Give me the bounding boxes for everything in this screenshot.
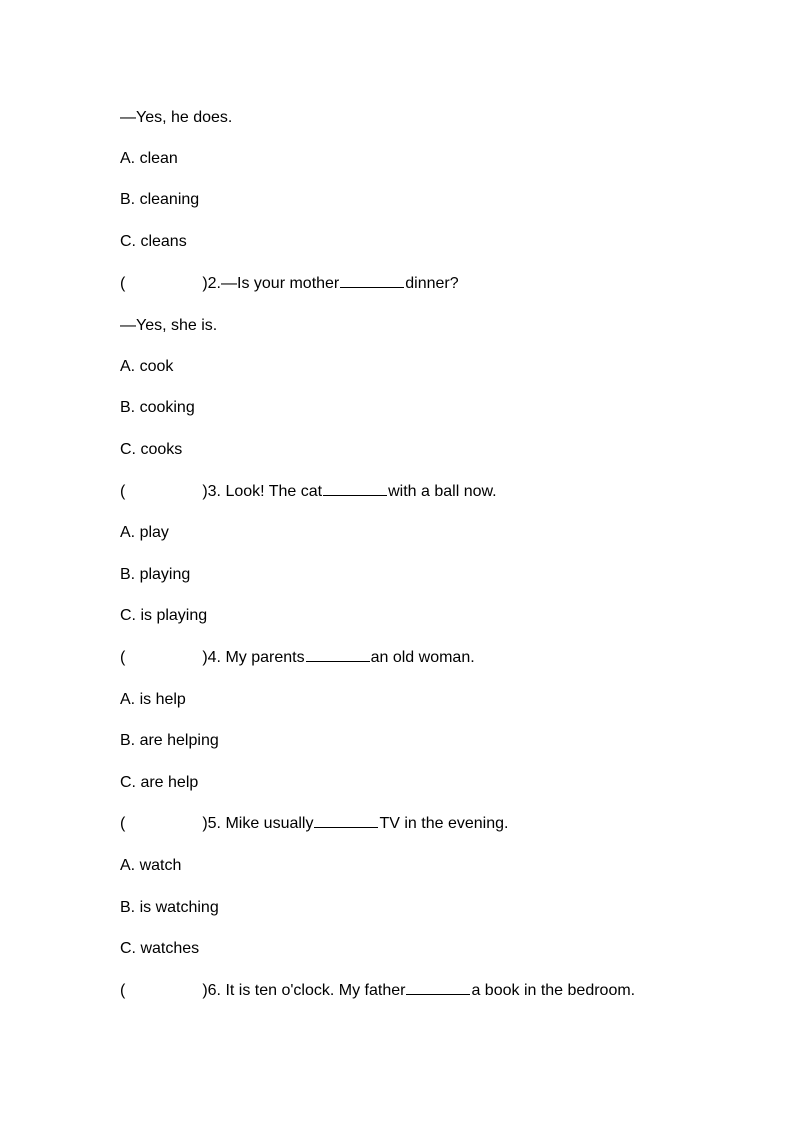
question-text: 4. My parents xyxy=(207,649,305,666)
answer-paren-open: ( xyxy=(120,982,126,999)
answer-option: A. watch xyxy=(120,857,182,874)
answer-paren-close: ) xyxy=(202,982,208,999)
answer-option: A. play xyxy=(120,524,169,541)
question-text-end: dinner? xyxy=(405,275,459,292)
question-line xyxy=(120,813,508,835)
answer-paren-close: ) xyxy=(202,483,208,500)
fill-in-blank xyxy=(340,273,404,288)
answer-option: C. watches xyxy=(120,940,200,957)
question-text-end: with a ball now. xyxy=(388,483,497,500)
answer-option: B. are helping xyxy=(120,732,219,749)
question-text-end: a book in the bedroom. xyxy=(471,982,636,999)
answer-option: C. is playing xyxy=(120,607,208,624)
question-text-end: an old woman. xyxy=(370,649,475,666)
fill-in-blank xyxy=(306,647,370,662)
answer-option: B. cleaning xyxy=(120,191,200,208)
answer-option: A. is help xyxy=(120,691,186,708)
answer-option: A. cook xyxy=(120,358,174,375)
fill-in-blank xyxy=(323,481,387,496)
answer-option: B. is watching xyxy=(120,899,219,916)
question-line xyxy=(120,647,475,669)
answer-paren-open: ( xyxy=(120,275,126,292)
answer-paren-close: ) xyxy=(202,649,208,666)
fill-in-blank xyxy=(406,980,470,995)
answer-option: B. playing xyxy=(120,566,191,583)
answer-paren-open: ( xyxy=(120,815,126,832)
answer-paren-open: ( xyxy=(120,649,126,666)
fill-in-blank xyxy=(314,813,378,828)
answer-paren-close: ) xyxy=(202,275,208,292)
answer-paren-close: ) xyxy=(202,815,208,832)
answer-option: B. cooking xyxy=(120,399,195,416)
dialogue-response: —Yes, he does. xyxy=(120,109,233,126)
question-line xyxy=(120,980,635,1002)
question-text: 6. It is ten o'clock. My father xyxy=(207,982,406,999)
question-text-end: TV in the evening. xyxy=(379,815,509,832)
answer-paren-open: ( xyxy=(120,483,126,500)
answer-option: C. cooks xyxy=(120,441,183,458)
dialogue-response: —Yes, she is. xyxy=(120,317,218,334)
question-text: 5. Mike usually xyxy=(207,815,314,832)
question-line xyxy=(120,273,459,295)
question-text: 2.—Is your mother xyxy=(207,275,340,292)
answer-option: C. cleans xyxy=(120,233,187,250)
question-text: 3. Look! The cat xyxy=(207,483,323,500)
answer-option: A. clean xyxy=(120,150,178,167)
question-line xyxy=(120,481,497,503)
answer-option: C. are help xyxy=(120,774,199,791)
